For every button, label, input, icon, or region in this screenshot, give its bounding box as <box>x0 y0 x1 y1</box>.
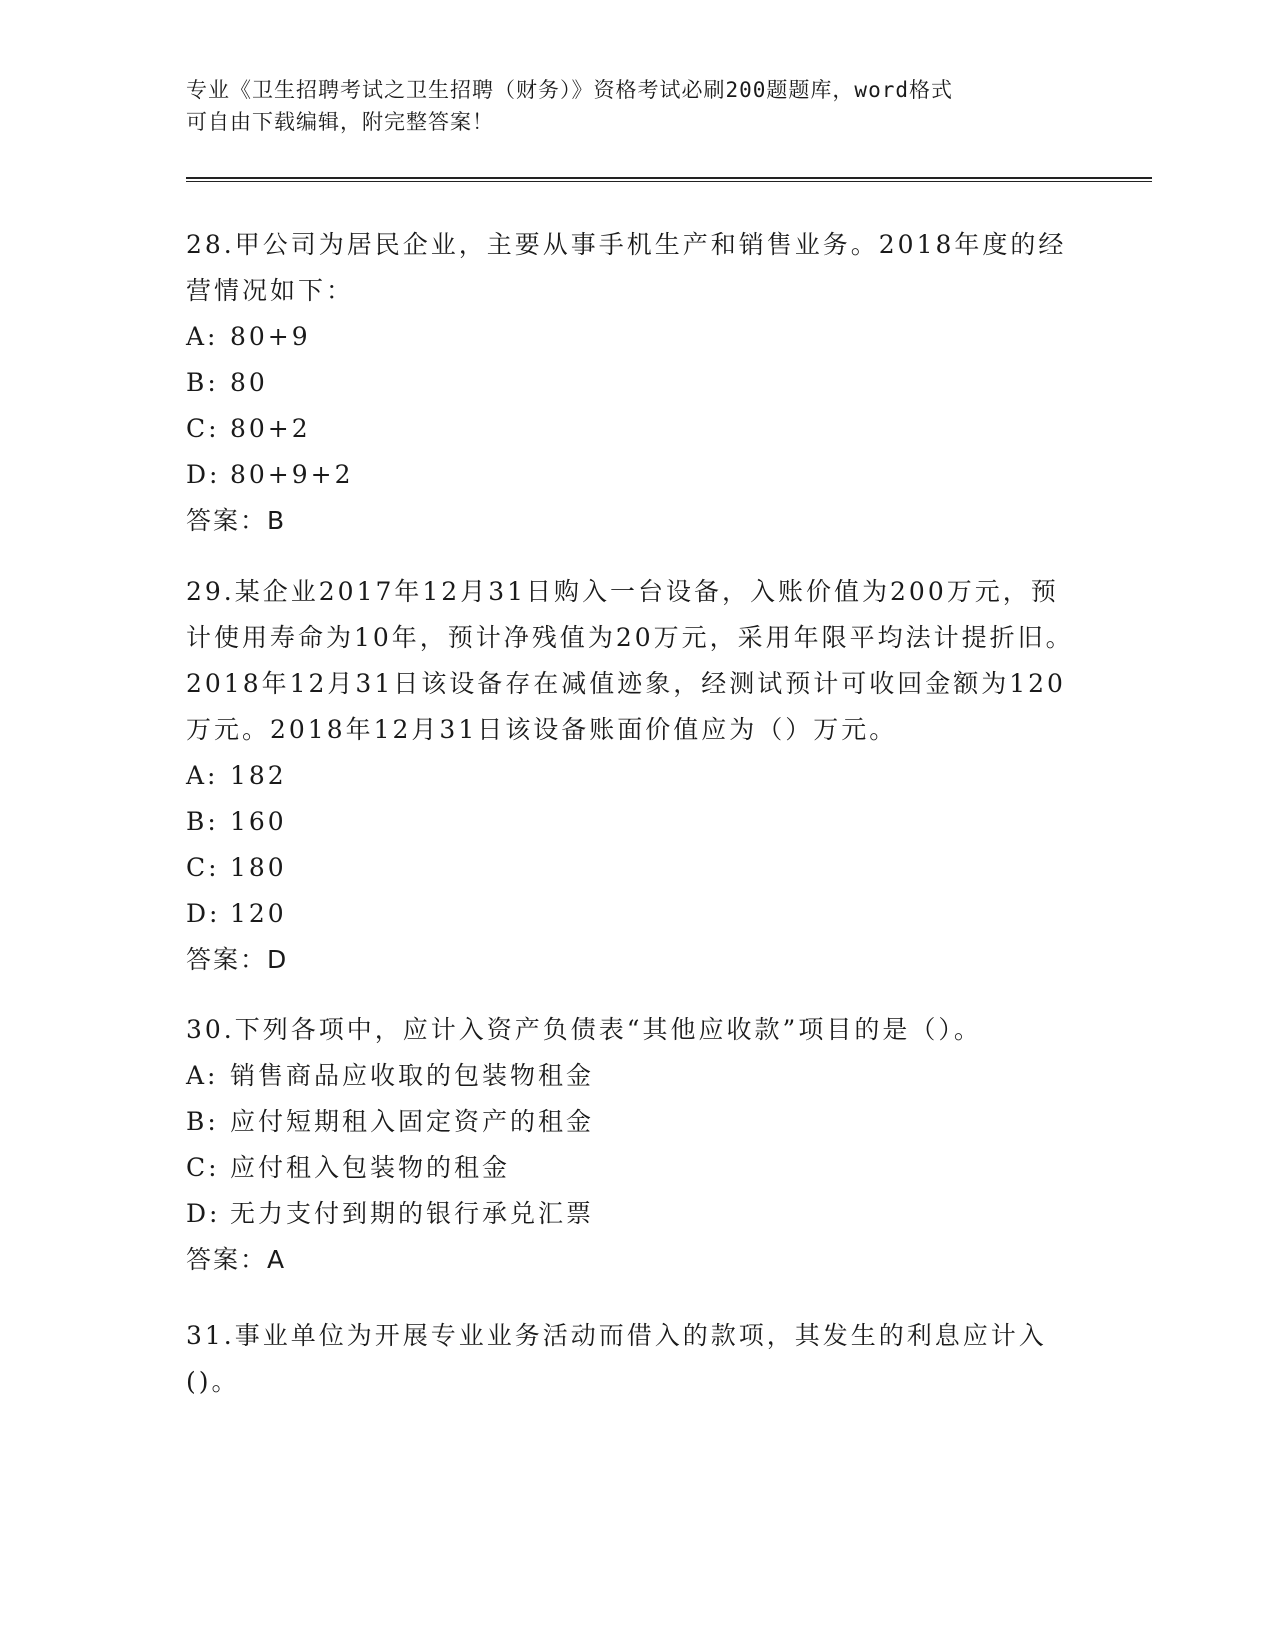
answer-line: 答案：D <box>186 945 289 974</box>
option-c <box>186 845 1086 891</box>
option-d <box>186 1191 1086 1237</box>
option-letter: D: <box>186 460 221 489</box>
option-text: 应付短期租入固定资产的租金 <box>230 1107 595 1136</box>
option-b <box>186 799 1086 845</box>
question-stem: 30.下列各项中，应计入资产负债表“其他应收款”项目的是（）。 <box>186 1015 982 1044</box>
option-letter: B: <box>186 807 219 836</box>
option-c <box>186 1145 1086 1191</box>
option-text: 182 <box>230 761 287 790</box>
header-divider <box>186 177 1152 182</box>
option-b <box>186 360 1086 406</box>
option-letter: A: <box>186 761 219 790</box>
option-text: 销售商品应收取的包装物租金 <box>230 1061 595 1090</box>
option-c <box>186 406 1086 452</box>
option-text: 160 <box>230 807 287 836</box>
option-letter: C: <box>186 1153 220 1182</box>
option-letter: C: <box>186 414 220 443</box>
option-letter: D: <box>186 899 221 928</box>
question-stem: 31.事业单位为开展专业业务活动而借入的款项，其发生的利息应计入()。 <box>186 1321 1047 1396</box>
question-stem: 28.甲公司为居民企业，主要从事手机生产和销售业务。2018年度的经营情况如下： <box>186 230 1067 305</box>
option-text: 180 <box>230 853 287 882</box>
option-text: 80+9 <box>230 322 311 351</box>
header-line-1: 专业《卫生招聘考试之卫生招聘（财务）》资格考试必刷200题题库，word格式 <box>186 78 953 102</box>
option-a <box>186 1053 1086 1099</box>
option-text: 80+2 <box>230 414 311 443</box>
option-text: 80 <box>230 368 268 397</box>
question-stem: 29.某企业2017年12月31日购入一台设备，入账价值为200万元，预计使用寿命为10年，预计净残值为20万元，采用年限平均法计提折旧。2018年12月31日该设备存在减值迹象，经测试预计可收回金额为120万元。2018年12月31日该设备账面价值应为（）万元。 <box>186 577 1074 744</box>
answer-line: 答案：B <box>186 506 287 535</box>
header-line-2: 可自由下载编辑，附完整答案！ <box>186 110 494 134</box>
option-letter: D: <box>186 1199 221 1228</box>
option-letter: A: <box>186 1061 219 1090</box>
option-d <box>186 452 1086 498</box>
option-letter: A: <box>186 322 219 351</box>
option-letter: C: <box>186 853 220 882</box>
option-d <box>186 891 1086 937</box>
option-text: 应付租入包装物的租金 <box>230 1153 511 1182</box>
option-text: 120 <box>230 899 287 928</box>
document-header <box>186 74 1086 138</box>
option-letter: B: <box>186 368 219 397</box>
option-text: 无力支付到期的银行承兑汇票 <box>230 1199 595 1228</box>
question-28 <box>186 222 1086 544</box>
option-a <box>186 314 1086 360</box>
option-a <box>186 753 1086 799</box>
answer-line: 答案：A <box>186 1245 287 1274</box>
question-29 <box>186 569 1086 983</box>
option-text: 80+9+2 <box>230 460 354 489</box>
question-31 <box>186 1313 1086 1405</box>
question-30 <box>186 1007 1086 1283</box>
option-letter: B: <box>186 1107 219 1136</box>
option-b <box>186 1099 1086 1145</box>
